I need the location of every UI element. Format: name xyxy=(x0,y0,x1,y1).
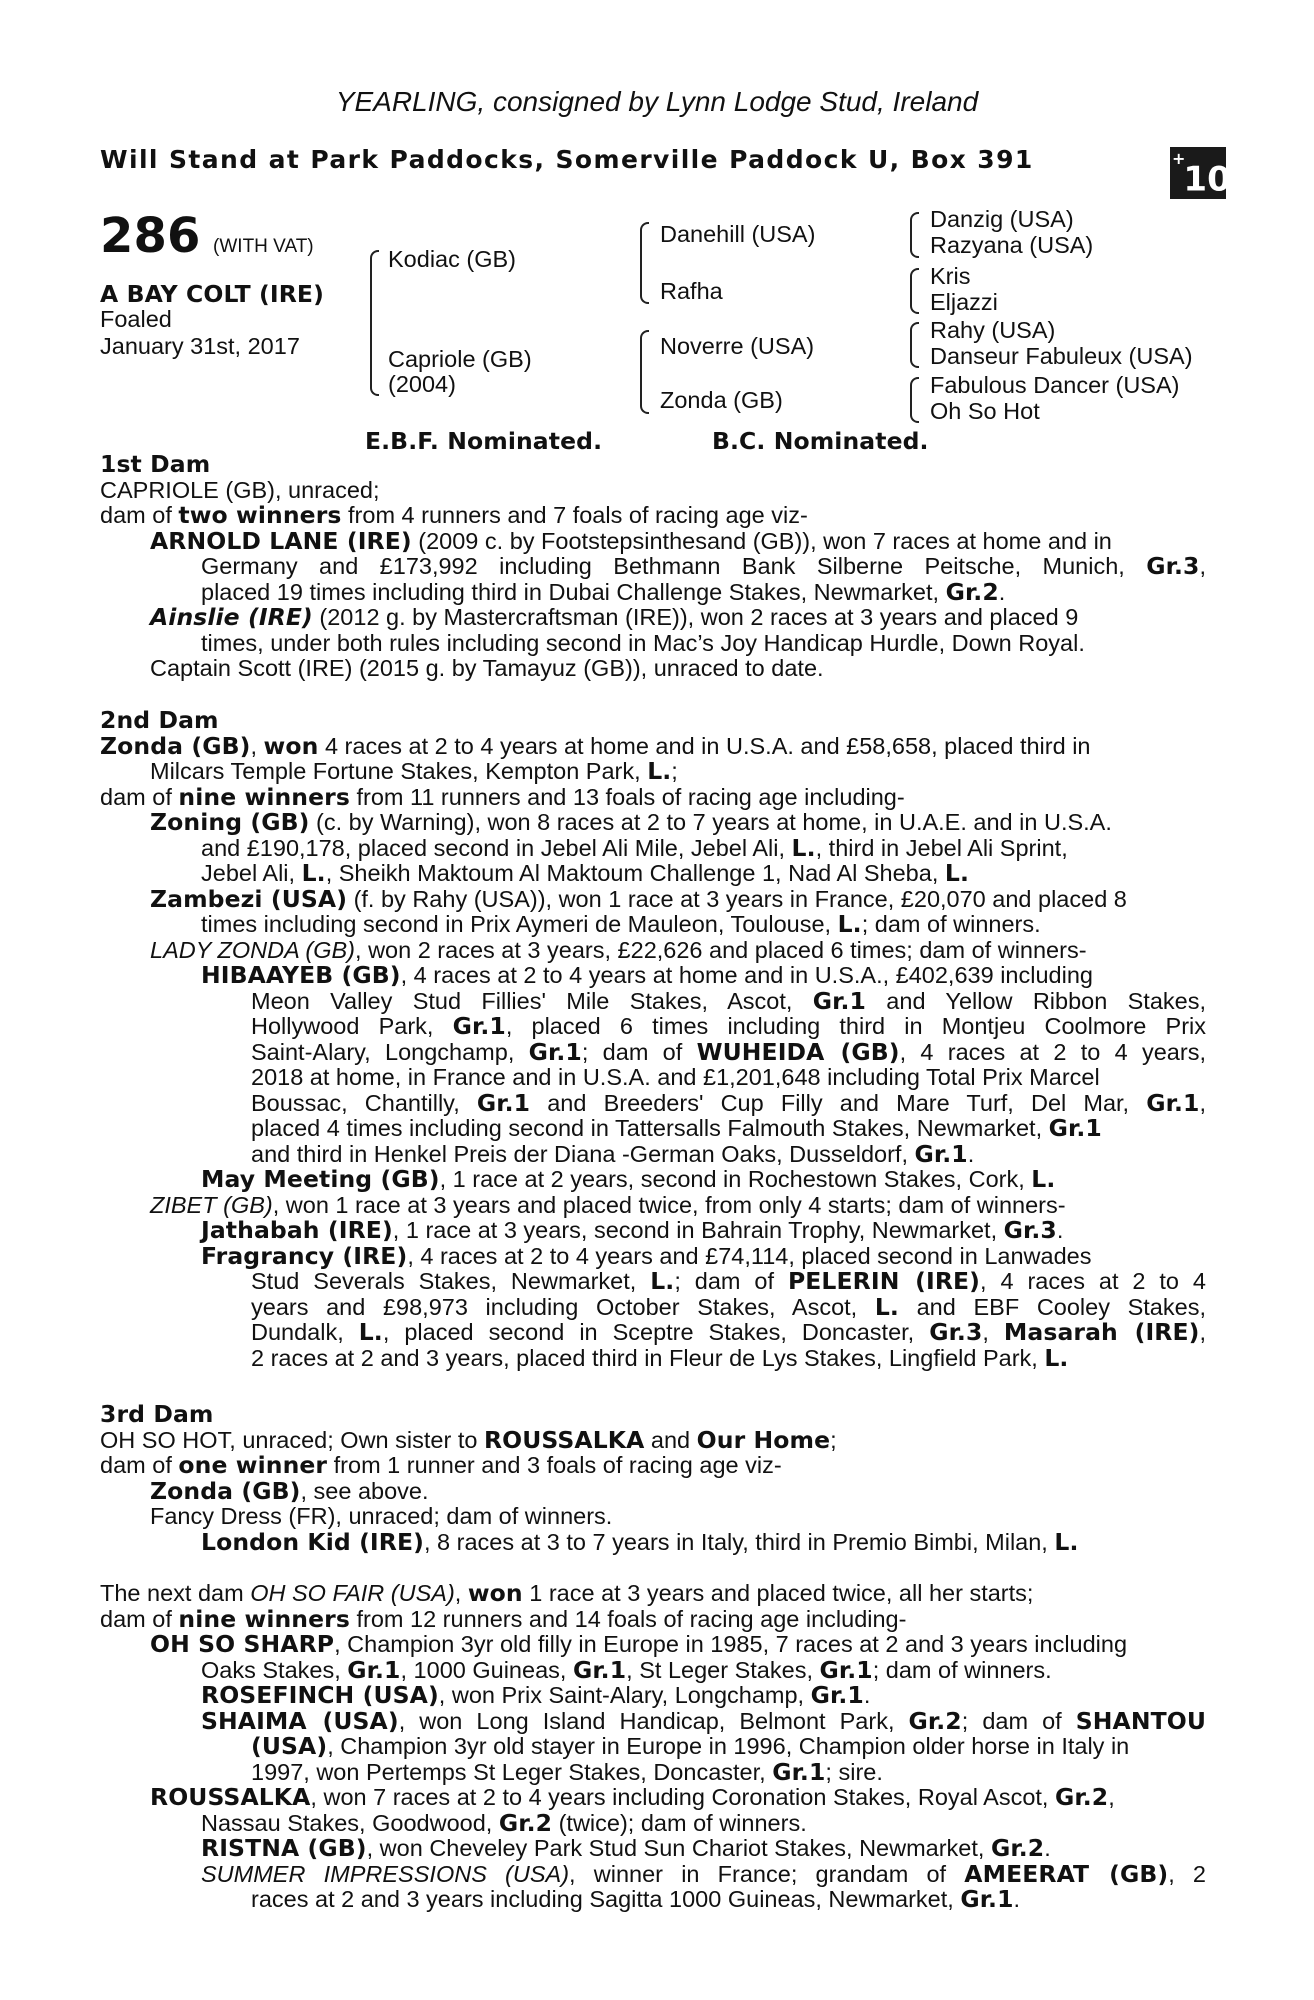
foaled-label: Foaled xyxy=(100,306,172,332)
ped-ddd: Oh So Hot xyxy=(930,398,1040,424)
lot-number: 286 xyxy=(100,208,201,264)
second-dam-section xyxy=(100,708,1206,1371)
brace-gen3b xyxy=(910,268,919,314)
text-line: OH SO HOT, unraced; Own sister to ROUSSALKA and Our Home; xyxy=(100,1425,837,1454)
dam3-heading: 3rd Dam xyxy=(100,1400,214,1428)
text-line: races at 2 and 3 years including Sagitta 1000 Guineas, Newmarket, Gr.1. xyxy=(251,1885,1021,1913)
brace-gen3d xyxy=(910,377,919,423)
text-line: SUMMER IMPRESSIONS (USA), winner in France; grandam of AMEERAT (GB), 2 xyxy=(201,1859,1206,1888)
ped-sd: Rafha xyxy=(660,278,723,304)
text-line: dam of two winners from 4 runners and 7 foals of racing age viz- xyxy=(100,501,808,529)
text-line: ARNOLD LANE (IRE) (2009 c. by Footstepsinthesand (GB)), won 7 races at home and in xyxy=(150,526,1112,555)
text-line: LADY ZONDA (GB), won 2 races at 3 years, £22,626 and placed 6 times; dam of winners- xyxy=(150,936,1087,963)
text-line: Saint-Alary, Longchamp, Gr.1; dam of WUHEIDA (GB), 4 races at 2 to 4 years, xyxy=(251,1037,1206,1066)
text-line: The next dam OH SO FAIR (USA), won 1 race at 3 years and placed twice, all her starts; xyxy=(100,1579,1034,1607)
text-line: placed 19 times including third in Dubai Challenge Stakes, Newmarket, Gr.2. xyxy=(201,577,1006,606)
text-line: and £190,178, placed second in Jebel Ali Mile, Jebel Ali, L., third in Jebel Ali Sprint, xyxy=(201,833,1068,862)
text-line: (USA), Champion 3yr old stayer in Europe in 1996, Champion older horse in Italy in xyxy=(251,1732,1130,1760)
text-line: ROSEFINCH (USA), won Prix Saint-Alary, Longchamp, Gr.1. xyxy=(201,1681,871,1709)
dam1-heading: 1st Dam xyxy=(100,450,211,478)
text-line: Milcars Temple Fortune Stakes, Kempton Park, L.; xyxy=(150,757,678,785)
text-line: Fragrancy (IRE), 4 races at 2 to 4 years and £74,114, placed second in Lanwades xyxy=(201,1241,1092,1270)
lot-badge xyxy=(1170,147,1231,200)
first-dam-section xyxy=(100,452,1206,682)
lot-name: A BAY COLT (IRE) xyxy=(100,280,324,308)
text-line: Captain Scott (IRE) (2015 g. by Tamayuz (GB)), unraced to date. xyxy=(150,655,824,681)
text-line: HIBAAYEB (GB), 4 races at 2 to 4 years at home and in U.S.A., £402,639 including xyxy=(201,961,1093,989)
text-line: Zambezi (USA) (f. by Rahy (USA)), won 1 race at 3 years in France, £20,070 and placed 8 xyxy=(150,884,1127,913)
text-line: Zoning (GB) (c. by Warning), won 8 races at 2 to 7 years at home, in U.A.E. and in U.S.A. xyxy=(150,808,1112,836)
text-line: placed 4 times including second in Tattersalls Falmouth Stakes, Newmarket, Gr.1 xyxy=(251,1114,1102,1142)
text-line: Meon Valley Stud Fillies' Mile Stakes, Ascot, Gr.1 and Yellow Ribbon Stakes, xyxy=(251,986,1207,1015)
ped-dam: Capriole (GB) xyxy=(388,346,532,372)
text-line: Jathabah (IRE), 1 race at 3 years, second in Bahrain Trophy, Newmarket, Gr.3. xyxy=(201,1216,1064,1244)
dam2-heading: 2nd Dam xyxy=(100,706,219,734)
ped-dss: Rahy (USA) xyxy=(930,317,1056,343)
text-line: Zonda (GB), see above. xyxy=(150,1476,429,1505)
text-line: and third in Henkel Preis der Diana -German Oaks, Dusseldorf, Gr.1. xyxy=(251,1139,975,1168)
third-dam-section xyxy=(100,1402,1206,1555)
ebf-nominated: E.B.F. Nominated. xyxy=(365,427,603,455)
text-line: years and £98,973 including October Stakes, Ascot, L. and EBF Cooley Stakes, xyxy=(251,1292,1206,1321)
text-line: dam of nine winners from 11 runners and 13 foals of racing age including- xyxy=(100,782,905,811)
text-line: RISTNA (GB), won Cheveley Park Stud Sun Chariot Stakes, Newmarket, Gr.2. xyxy=(201,1834,1051,1862)
text-line: ROUSSALKA, won 7 races at 2 to 4 years including Coronation Stakes, Royal Ascot, Gr.2, xyxy=(150,1783,1115,1811)
ped-sire: Kodiac (GB) xyxy=(388,246,516,272)
ped-sss: Danzig (USA) xyxy=(930,206,1074,232)
text-line: times, under both rules including second in Mac’s Joy Handicap Hurdle, Down Royal. xyxy=(201,629,1085,656)
text-line: OH SO SHARP, Champion 3yr old filly in Europe in 1985, 7 races at 2 and 3 years including xyxy=(150,1630,1128,1658)
text-line: Stud Severals Stakes, Newmarket, L.; dam of PELERIN (IRE), 4 races at 2 to 4 xyxy=(251,1267,1206,1295)
ped-ds: Noverre (USA) xyxy=(660,333,815,359)
text-line: Nassau Stakes, Goodwood, Gr.2 (twice); dam of winners. xyxy=(201,1808,807,1837)
consignment-line: YEARLING, consigned by Lynn Lodge Stud, Ireland xyxy=(335,86,979,117)
ped-dsd: Danseur Fabuleux (USA) xyxy=(930,343,1193,369)
text-line: Boussac, Chantilly, Gr.1 and Breeders' Cup Filly and Mare Turf, Del Mar, Gr.1, xyxy=(251,1088,1206,1117)
text-line: 2 races at 2 and 3 years, placed third in Fleur de Lys Stakes, Lingfield Park, L. xyxy=(251,1343,1069,1372)
ped-dds: Fabulous Dancer (USA) xyxy=(930,372,1180,398)
stand-line: Will Stand at Park Paddocks, Somerville Paddock U, Box 391 xyxy=(100,145,1034,174)
ped-sdd: Eljazzi xyxy=(930,289,998,315)
text-line: dam of nine winners from 12 runners and 14 foals of racing age including- xyxy=(100,1604,907,1633)
text-line: London Kid (IRE), 8 races at 3 to 7 years in Italy, third in Premio Bimbi, Milan, L. xyxy=(201,1527,1079,1556)
ped-ssd: Razyana (USA) xyxy=(930,232,1094,258)
text-line: Jebel Ali, L., Sheikh Maktoum Al Maktoum Challenge 1, Nad Al Sheba, L. xyxy=(201,859,969,887)
brace-gen1 xyxy=(370,250,379,396)
brace-gen2b xyxy=(640,330,649,414)
badge-sup: + xyxy=(1172,149,1186,168)
brace-gen3a xyxy=(910,212,919,258)
foaled-date: January 31st, 2017 xyxy=(100,333,300,359)
ped-sds: Kris xyxy=(930,263,971,289)
text-line: times including second in Prix Aymeri de Mauleon, Toulouse, L.; dam of winners. xyxy=(201,910,1041,938)
text-line: May Meeting (GB), 1 race at 2 years, second in Rochestown Stakes, Cork, L. xyxy=(201,1165,1056,1193)
text-line: Oaks Stakes, Gr.1, 1000 Guineas, Gr.1, St Leger Stakes, Gr.1; dam of winners. xyxy=(201,1655,1052,1684)
ped-ss: Danehill (USA) xyxy=(660,221,816,247)
text-line: 2018 at home, in France and in U.S.A. and £1,201,648 including Total Prix Marcel xyxy=(251,1064,1100,1090)
text-line: ZIBET (GB), won 1 race at 3 years and placed twice, from only 4 starts; dam of winners- xyxy=(150,1191,1066,1218)
text-line: CAPRIOLE (GB), unraced; xyxy=(100,476,380,503)
text-line: SHAIMA (USA), won Long Island Handicap, Belmont Park, Gr.2; dam of SHANTOU xyxy=(201,1706,1207,1735)
lot-number-line xyxy=(100,210,314,262)
text-line: Hollywood Park, Gr.1, placed 6 times including third in Montjeu Coolmore Prix xyxy=(251,1012,1206,1040)
text-line: Fancy Dress (FR), unraced; dam of winners. xyxy=(150,1503,613,1529)
badge-number: 10 xyxy=(1183,159,1231,200)
brace-gen3c xyxy=(910,322,919,368)
ped-dam-year: (2004) xyxy=(388,371,456,397)
ped-dd: Zonda (GB) xyxy=(660,387,783,413)
text-line: Zonda (GB), won 4 races at 2 to 4 years at home and in U.S.A. and £58,658, placed third in xyxy=(100,731,1091,760)
brace-gen2a xyxy=(640,222,649,304)
bc-nominated: B.C. Nominated. xyxy=(712,427,929,455)
vat-label: (WITH VAT) xyxy=(213,236,314,257)
text-line: Ainslie (IRE) (2012 g. by Mastercraftsman (IRE)), won 2 races at 3 years and placed 9 xyxy=(150,603,1079,631)
text-line: Dundalk, L., placed second in Sceptre Stakes, Doncaster, Gr.3, Masarah (IRE), xyxy=(251,1318,1207,1346)
next-dam-section xyxy=(100,1581,1206,1913)
text-line: dam of one winner from 1 runner and 3 foals of racing age viz- xyxy=(100,1451,782,1479)
text-line: 1997, won Pertemps St Leger Stakes, Doncaster, Gr.1; sire. xyxy=(251,1757,883,1786)
text-line: Germany and £173,992 including Bethmann Bank Silberne Peitsche, Munich, Gr.3, xyxy=(201,552,1206,580)
